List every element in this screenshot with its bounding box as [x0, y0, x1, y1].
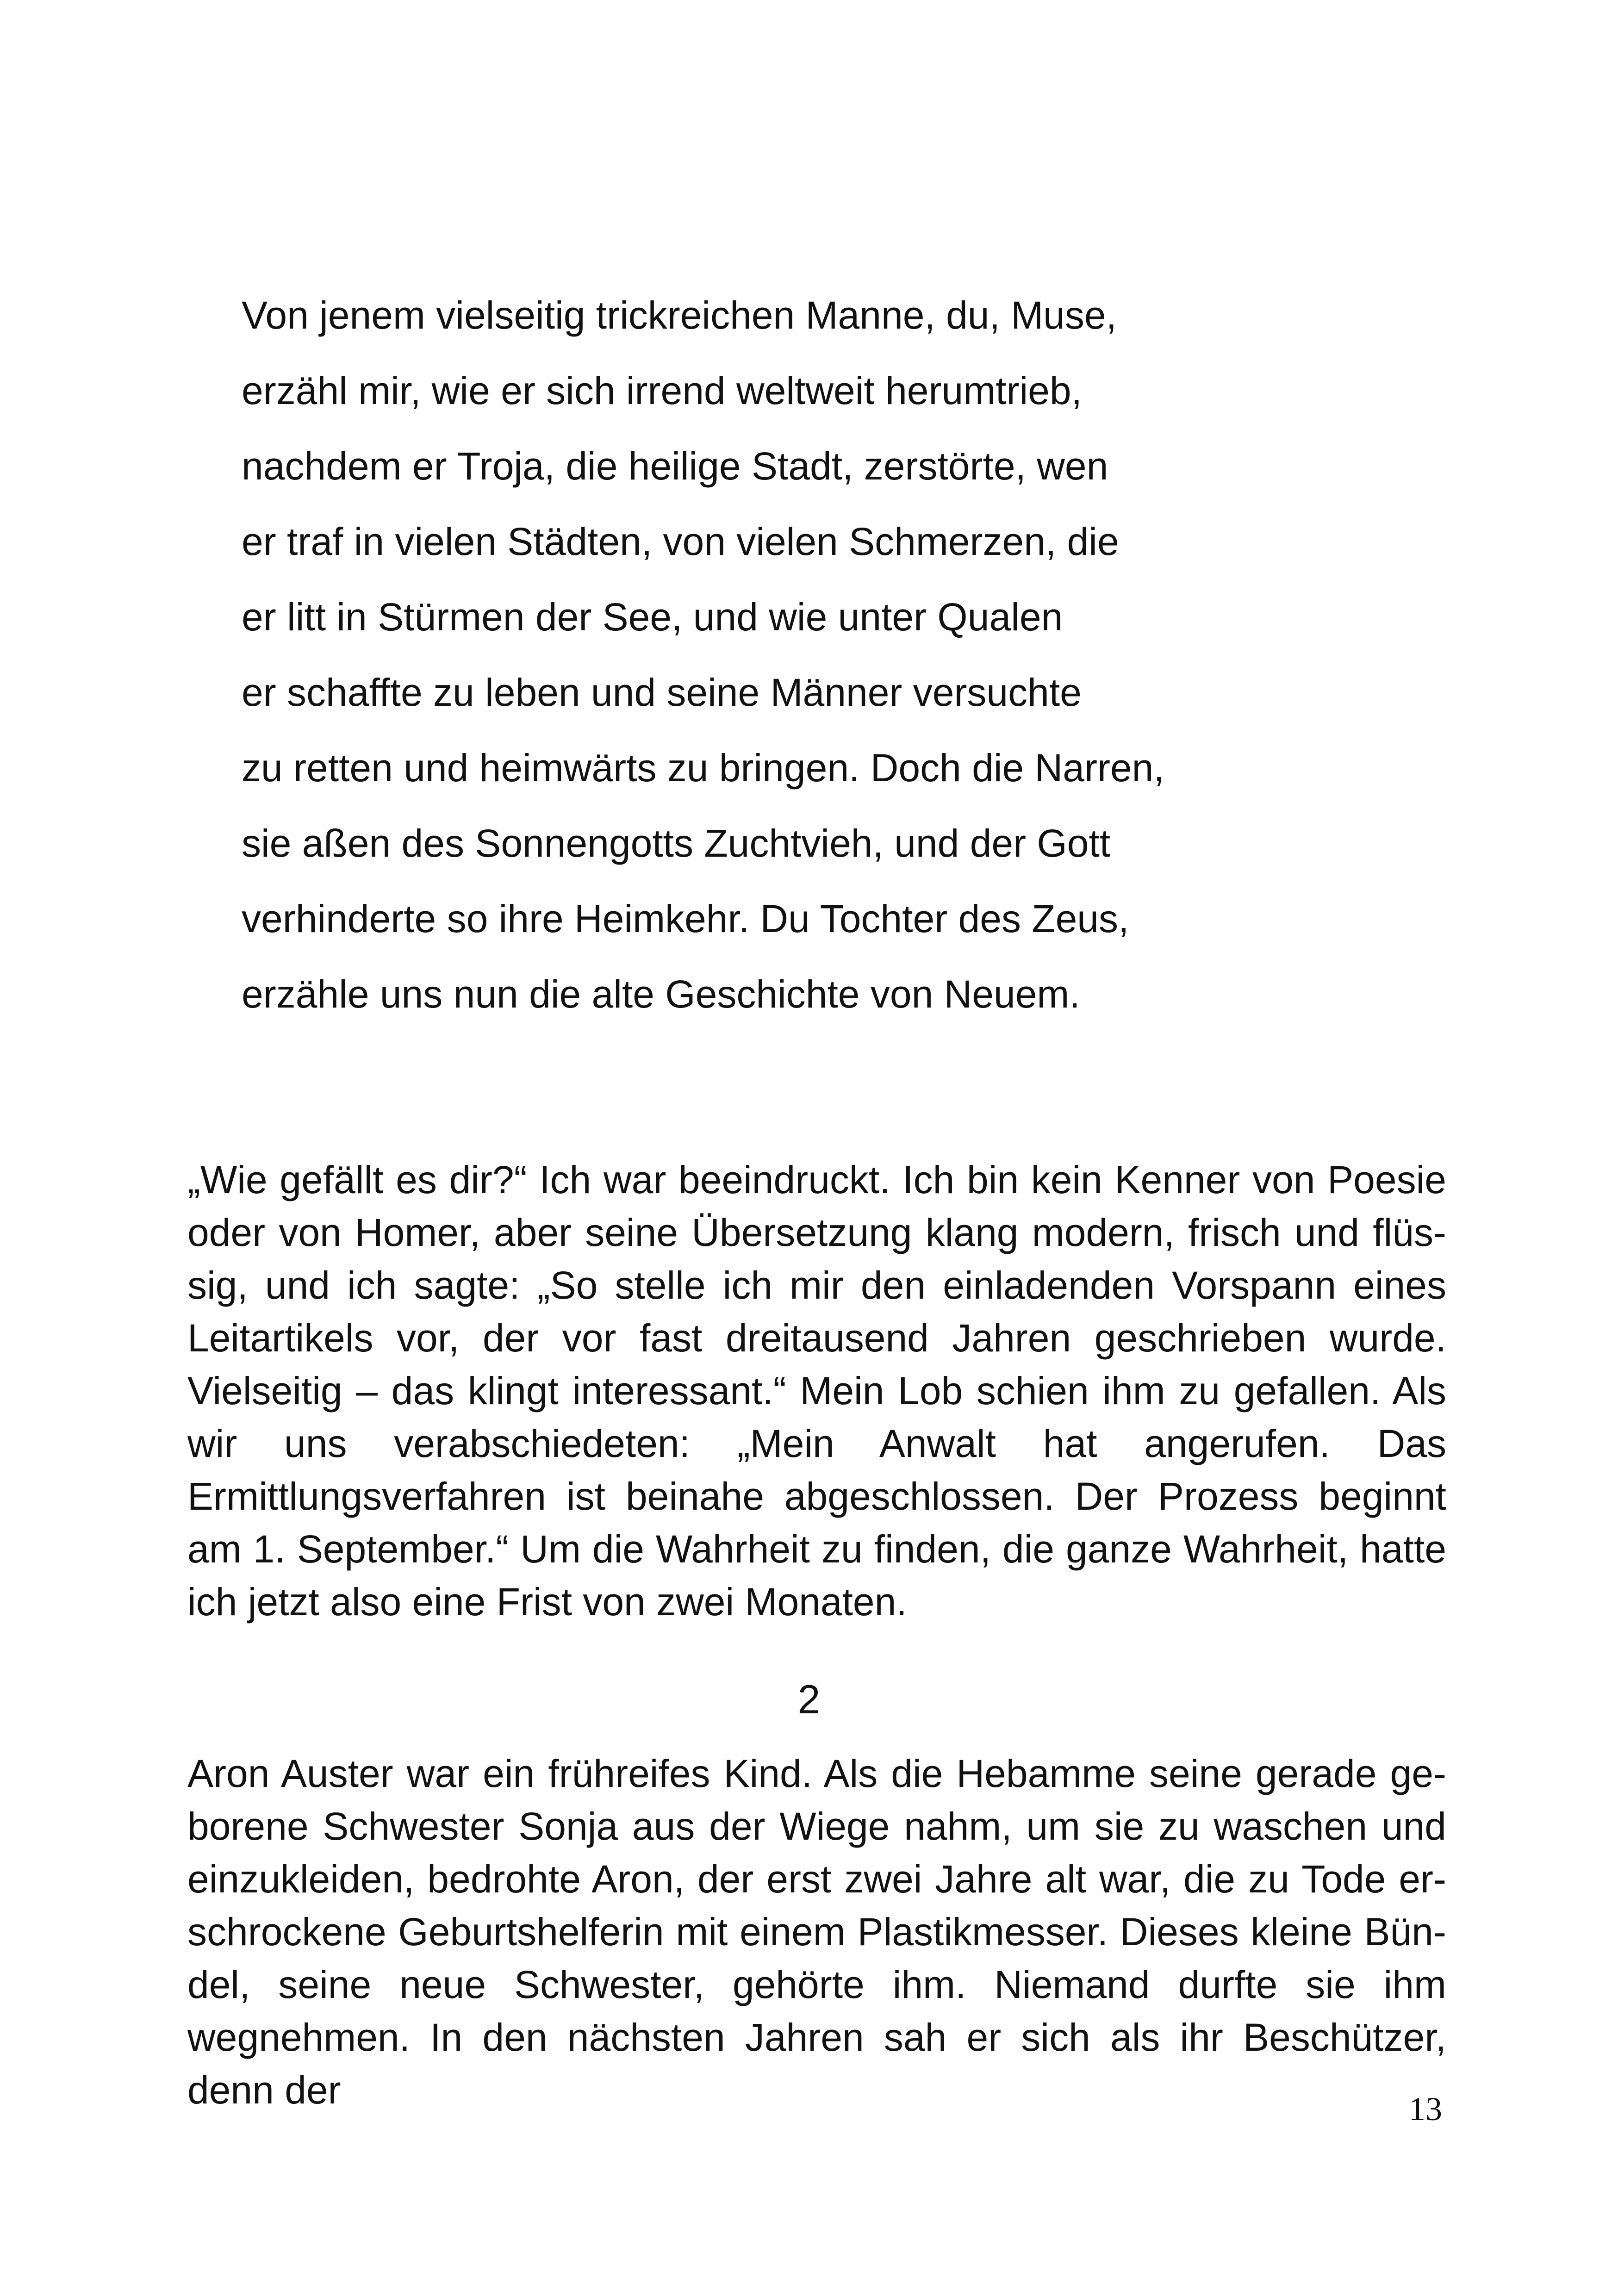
poem-line: verhinderte so ihre Heimkehr. Du Tochter des Zeus,: [242, 897, 1129, 940]
poem-line: Von jenem vielseitig trickreichen Manne, du, Muse,: [242, 293, 1117, 337]
poem-line: er litt in Stürmen der See, und wie unter Qualen: [242, 595, 1063, 639]
poem-line: erzähl mir, wie er sich irrend weltweit herumtrieb,: [242, 369, 1082, 412]
poem-line: zu retten und heimwärts zu bringen. Doch die Narren,: [242, 746, 1164, 790]
poem-block: [242, 278, 1445, 1032]
poem-line: erzähle uns nun die alte Geschichte von Neuem.: [242, 972, 1080, 1016]
body-paragraph-2: Aron Auster war ein frühreifes Kind. Als die Hebamme seine gerade geborene Schwester Sonja aus der Wiege nahm, um sie zu waschen und einzukleiden, bedrohte Aron, der erst zwei Jahre alt war, die zu Tode erschrockene Geburtshelferin mit einem Plastikmesser. Dieses kleine Bündel, seine neue Schwester, gehörte ihm. Niemand durfte sie ihm wegnehmen. In den nächsten Jahren sah er sich als ihr Beschützer, denn der: [187, 1752, 1446, 2112]
chapter-number: 2: [797, 1676, 821, 1722]
poem-line: nachdem er Troja, die heilige Stadt, zerstörte, wen: [242, 444, 1108, 488]
page-number: 13: [1409, 2091, 1442, 2128]
poem-line: sie aßen des Sonnengotts Zuchtvieh, und der Gott: [242, 821, 1111, 865]
poem-line: er schaffte zu leben und seine Männer versuchte: [242, 671, 1082, 714]
body-paragraph-1: „Wie gefällt es dir?“ Ich war beeindruckt. Ich bin kein Kenner von Poesie oder von Homer, aber seine Übersetzung klang modern, frisch und flüssig, und ich sagte: „So stelle ich mir den einladenden Vorspann eines Leitartikels vor, der vor fast dreitausend Jahren geschrieben wurde. Vielseitig – das klingt interessant.“ Mein Lob schien ihm zu gefallen. Als wir uns verabschiedeten: „Mein Anwalt hat angerufen. Das Ermittlungsverfahren ist beinahe abgeschlossen. Der Prozess beginnt am 1. September.“ Um die Wahrheit zu finden, die ganze Wahrheit, hatte ich jetzt also eine Frist von zwei Monaten.: [187, 1158, 1446, 1624]
poem-line: er traf in vielen Städten, von vielen Schmerzen, die: [242, 520, 1119, 563]
